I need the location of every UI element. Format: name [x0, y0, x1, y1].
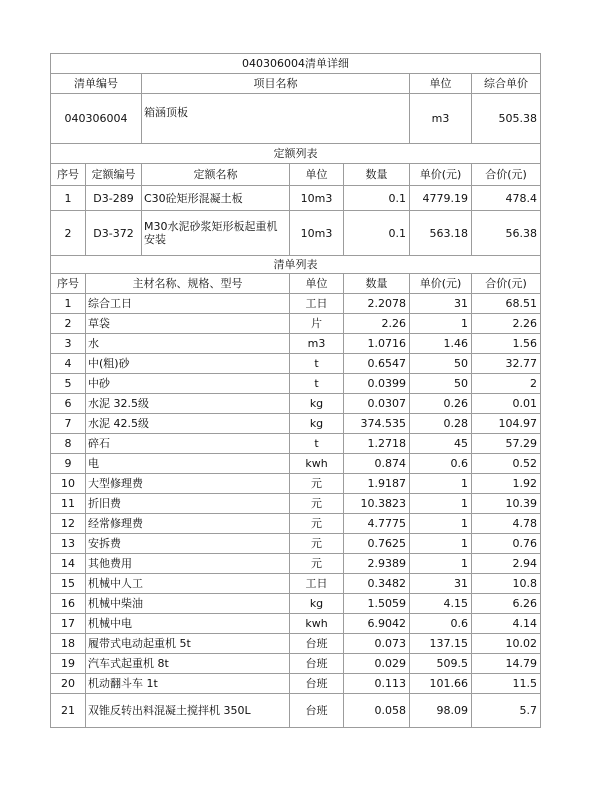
sheet-title-row — [51, 54, 541, 74]
material-unit: kwh — [290, 454, 344, 474]
quota-unit-price: 4779.19 — [410, 186, 472, 211]
bill-unit: m3 — [410, 94, 472, 144]
quota-total: 478.4 — [472, 186, 541, 211]
material-no: 11 — [51, 494, 86, 514]
material-total: 14.79 — [472, 654, 541, 674]
material-name: 机械中电 — [86, 614, 290, 634]
material-no: 7 — [51, 414, 86, 434]
quota-section-row — [51, 144, 541, 164]
material-unit: kg — [290, 394, 344, 414]
materials-header-row — [51, 274, 541, 294]
material-unit-price: 509.5 — [410, 654, 472, 674]
material-total: 57.29 — [472, 434, 541, 454]
quota-no: 1 — [51, 186, 86, 211]
bill-detail-table — [50, 53, 541, 728]
material-row — [51, 614, 541, 634]
material-unit-price: 31 — [410, 294, 472, 314]
material-unit-price: 137.15 — [410, 634, 472, 654]
material-total: 4.14 — [472, 614, 541, 634]
quota-unit: 10m3 — [290, 211, 344, 256]
quota-unit-header: 单位 — [290, 164, 344, 186]
bill-price: 505.38 — [472, 94, 541, 144]
material-unit-price-header: 单价(元) — [410, 274, 472, 294]
sheet-title: 040306004清单详细 — [51, 54, 541, 74]
material-name: 机械中柴油 — [86, 594, 290, 614]
material-unit-price: 0.6 — [410, 454, 472, 474]
material-unit-price: 1.46 — [410, 334, 472, 354]
material-unit-price: 31 — [410, 574, 472, 594]
material-name-header: 主材名称、规格、型号 — [86, 274, 290, 294]
material-row — [51, 494, 541, 514]
bill-price-header: 综合单价 — [472, 74, 541, 94]
material-total: 10.8 — [472, 574, 541, 594]
material-row — [51, 534, 541, 554]
material-no: 9 — [51, 454, 86, 474]
material-no: 12 — [51, 514, 86, 534]
materials-section-row — [51, 256, 541, 274]
material-no: 14 — [51, 554, 86, 574]
material-name: 综合工日 — [86, 294, 290, 314]
material-total: 0.76 — [472, 534, 541, 554]
material-no: 6 — [51, 394, 86, 414]
material-total: 1.92 — [472, 474, 541, 494]
material-quantity: 10.3823 — [344, 494, 410, 514]
quota-unit: 10m3 — [290, 186, 344, 211]
quota-unit-price: 563.18 — [410, 211, 472, 256]
material-no: 20 — [51, 674, 86, 694]
material-name: 大型修理费 — [86, 474, 290, 494]
material-no: 1 — [51, 294, 86, 314]
material-unit: t — [290, 354, 344, 374]
material-row — [51, 594, 541, 614]
material-no: 5 — [51, 374, 86, 394]
quota-header-row — [51, 164, 541, 186]
material-unit: kg — [290, 594, 344, 614]
material-unit-price: 50 — [410, 374, 472, 394]
material-unit: kg — [290, 414, 344, 434]
bill-name-header: 项目名称 — [142, 74, 410, 94]
bill-code: 040306004 — [51, 94, 142, 144]
material-unit-price: 0.26 — [410, 394, 472, 414]
material-quantity: 0.0399 — [344, 374, 410, 394]
material-unit-price: 50 — [410, 354, 472, 374]
material-total: 1.56 — [472, 334, 541, 354]
material-quantity: 1.5059 — [344, 594, 410, 614]
material-no: 8 — [51, 434, 86, 454]
material-total: 5.7 — [472, 694, 541, 728]
material-row — [51, 694, 541, 728]
material-quantity: 0.874 — [344, 454, 410, 474]
material-quantity: 1.9187 — [344, 474, 410, 494]
material-quantity: 6.9042 — [344, 614, 410, 634]
material-row — [51, 454, 541, 474]
material-no: 3 — [51, 334, 86, 354]
material-name: 安拆费 — [86, 534, 290, 554]
material-unit: t — [290, 434, 344, 454]
material-quantity: 0.058 — [344, 694, 410, 728]
quota-code: D3-372 — [86, 211, 142, 256]
material-unit: m3 — [290, 334, 344, 354]
material-name: 草袋 — [86, 314, 290, 334]
material-unit-price: 101.66 — [410, 674, 472, 694]
material-unit: 元 — [290, 554, 344, 574]
material-name: 折旧费 — [86, 494, 290, 514]
material-total: 11.5 — [472, 674, 541, 694]
quota-code-header: 定额编号 — [86, 164, 142, 186]
quota-code: D3-289 — [86, 186, 142, 211]
material-row — [51, 314, 541, 334]
material-total: 32.77 — [472, 354, 541, 374]
quota-total: 56.38 — [472, 211, 541, 256]
material-quantity: 0.7625 — [344, 534, 410, 554]
material-unit: kwh — [290, 614, 344, 634]
material-total: 104.97 — [472, 414, 541, 434]
material-quantity: 0.3482 — [344, 574, 410, 594]
material-quantity: 0.029 — [344, 654, 410, 674]
material-name: 电 — [86, 454, 290, 474]
material-no: 4 — [51, 354, 86, 374]
material-name: 汽车式起重机 8t — [86, 654, 290, 674]
material-unit-price: 1 — [410, 474, 472, 494]
material-total: 2.26 — [472, 314, 541, 334]
material-name: 履带式电动起重机 5t — [86, 634, 290, 654]
material-quantity: 0.073 — [344, 634, 410, 654]
material-no: 21 — [51, 694, 86, 728]
material-no: 18 — [51, 634, 86, 654]
material-unit: 台班 — [290, 674, 344, 694]
material-unit: t — [290, 374, 344, 394]
material-name: 水 — [86, 334, 290, 354]
material-unit-price: 1 — [410, 534, 472, 554]
material-row — [51, 374, 541, 394]
material-row — [51, 654, 541, 674]
quota-quantity-header: 数量 — [344, 164, 410, 186]
material-total: 0.52 — [472, 454, 541, 474]
material-no: 2 — [51, 314, 86, 334]
material-unit-price: 1 — [410, 514, 472, 534]
material-row — [51, 674, 541, 694]
quota-name: C30砼矩形混凝土板 — [142, 186, 290, 211]
material-total: 2.94 — [472, 554, 541, 574]
material-unit-price: 1 — [410, 554, 472, 574]
material-total: 2 — [472, 374, 541, 394]
material-unit: 台班 — [290, 634, 344, 654]
material-total-header: 合价(元) — [472, 274, 541, 294]
material-total: 68.51 — [472, 294, 541, 314]
material-row — [51, 574, 541, 594]
material-total: 4.78 — [472, 514, 541, 534]
material-row — [51, 634, 541, 654]
material-name: 其他费用 — [86, 554, 290, 574]
material-row — [51, 294, 541, 314]
material-total: 10.02 — [472, 634, 541, 654]
material-unit-header: 单位 — [290, 274, 344, 294]
material-row — [51, 514, 541, 534]
bill-unit-header: 单位 — [410, 74, 472, 94]
material-quantity-header: 数量 — [344, 274, 410, 294]
quota-row — [51, 186, 541, 211]
quota-name: M30水泥砂浆矩形板起重机安装 — [142, 211, 290, 256]
quota-quantity: 0.1 — [344, 211, 410, 256]
material-unit-price: 98.09 — [410, 694, 472, 728]
material-name: 碎石 — [86, 434, 290, 454]
material-row — [51, 414, 541, 434]
material-row — [51, 334, 541, 354]
material-name: 双锥反转出料混凝土搅拌机 350L — [86, 694, 290, 728]
material-unit: 元 — [290, 474, 344, 494]
material-quantity: 1.2718 — [344, 434, 410, 454]
material-name: 中(粗)砂 — [86, 354, 290, 374]
material-quantity: 4.7775 — [344, 514, 410, 534]
material-no: 16 — [51, 594, 86, 614]
material-total: 0.01 — [472, 394, 541, 414]
material-name: 机械中人工 — [86, 574, 290, 594]
material-unit: 元 — [290, 514, 344, 534]
material-unit-price: 1 — [410, 314, 472, 334]
material-unit: 台班 — [290, 654, 344, 674]
material-unit: 台班 — [290, 694, 344, 728]
quota-no: 2 — [51, 211, 86, 256]
material-no: 10 — [51, 474, 86, 494]
material-unit: 元 — [290, 534, 344, 554]
material-row — [51, 394, 541, 414]
material-name: 水泥 42.5级 — [86, 414, 290, 434]
material-unit-price: 0.28 — [410, 414, 472, 434]
quota-section-title: 定额列表 — [51, 144, 541, 164]
material-total: 10.39 — [472, 494, 541, 514]
material-row — [51, 434, 541, 454]
material-unit-price: 0.6 — [410, 614, 472, 634]
material-no: 17 — [51, 614, 86, 634]
material-no-header: 序号 — [51, 274, 86, 294]
material-no: 15 — [51, 574, 86, 594]
material-row — [51, 554, 541, 574]
material-quantity: 2.9389 — [344, 554, 410, 574]
material-quantity: 0.6547 — [344, 354, 410, 374]
material-name: 机动翻斗车 1t — [86, 674, 290, 694]
bill-header-row — [51, 74, 541, 94]
quota-row — [51, 211, 541, 256]
material-quantity: 0.0307 — [344, 394, 410, 414]
quota-total-header: 合价(元) — [472, 164, 541, 186]
quota-quantity: 0.1 — [344, 186, 410, 211]
material-unit: 元 — [290, 494, 344, 514]
bill-code-header: 清单编号 — [51, 74, 142, 94]
materials-section-title: 清单列表 — [51, 256, 541, 274]
material-quantity: 2.2078 — [344, 294, 410, 314]
material-no: 13 — [51, 534, 86, 554]
quota-no-header: 序号 — [51, 164, 86, 186]
material-name: 经常修理费 — [86, 514, 290, 534]
material-total: 6.26 — [472, 594, 541, 614]
material-quantity: 374.535 — [344, 414, 410, 434]
bill-name: 箱涵顶板 — [142, 94, 410, 144]
material-unit-price: 45 — [410, 434, 472, 454]
material-quantity: 2.26 — [344, 314, 410, 334]
quota-unit-price-header: 单价(元) — [410, 164, 472, 186]
material-quantity: 0.113 — [344, 674, 410, 694]
material-unit-price: 4.15 — [410, 594, 472, 614]
material-unit-price: 1 — [410, 494, 472, 514]
material-row — [51, 474, 541, 494]
material-name: 中砂 — [86, 374, 290, 394]
material-row — [51, 354, 541, 374]
material-quantity: 1.0716 — [344, 334, 410, 354]
material-unit: 工日 — [290, 574, 344, 594]
material-no: 19 — [51, 654, 86, 674]
material-unit: 工日 — [290, 294, 344, 314]
material-unit: 片 — [290, 314, 344, 334]
quota-name-header: 定额名称 — [142, 164, 290, 186]
material-name: 水泥 32.5级 — [86, 394, 290, 414]
bill-item-row — [51, 94, 541, 144]
